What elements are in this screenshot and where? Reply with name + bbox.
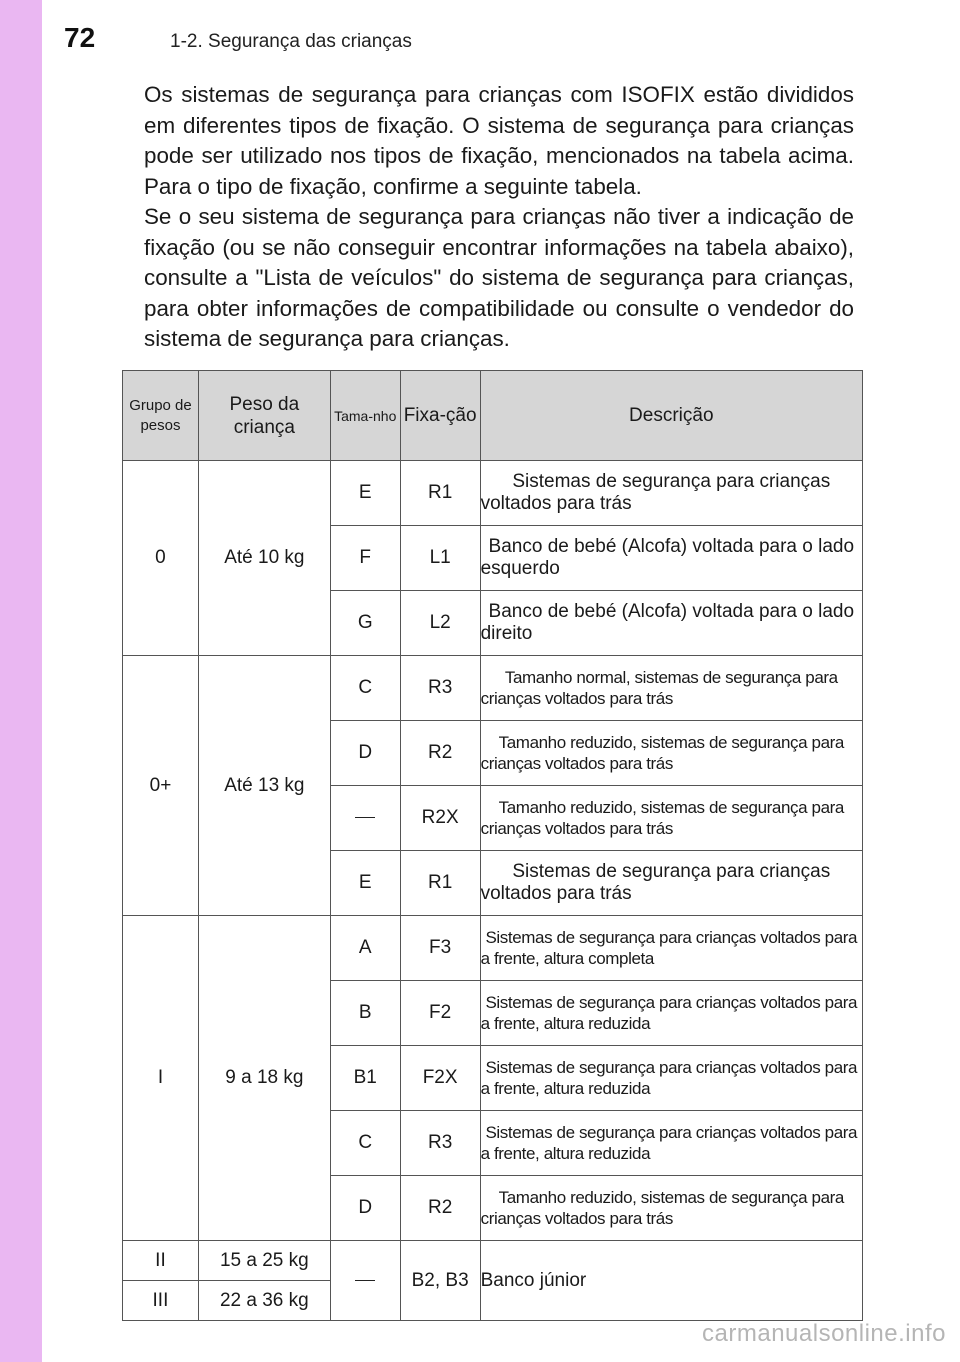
size-cell [330,786,400,851]
description-cell: Tamanho reduzido, sistemas de segurança para crianças voltados para trás [480,1176,862,1241]
weight-cell: 15 a 25 kg [198,1241,330,1281]
description-cell: Banco júnior [480,1241,862,1321]
size-cell: A [330,916,400,981]
weight-cell: 9 a 18 kg [198,916,330,1241]
header-group: Grupo de pesos [123,371,199,461]
size-cell: E [330,461,400,526]
size-cell: B1 [330,1046,400,1111]
description-cell: Sistemas de segurança para crianças voltados para trás [480,851,862,916]
fixation-cell: R2X [400,786,480,851]
fixation-cell: R3 [400,656,480,721]
fixation-cell: R2 [400,721,480,786]
size-cell [330,1241,400,1321]
fixation-cell: F3 [400,916,480,981]
size-cell: B [330,981,400,1046]
intro-paragraph-1: Os sistemas de segurança para crianças com ISOFIX estão divididos em diferentes tipos de fixação. O sistema de segurança para crianças pode ser utilizado nos tipos de fixação, mencionados na tabela acima. Para o tipo de fixação, confirme a seguinte tabela. [144,82,854,199]
header-weight: Peso da criança [198,371,330,461]
size-cell: G [330,591,400,656]
description-cell: Sistemas de segurança para crianças voltados para a frente, altura completa [480,916,862,981]
weight-cell: 22 a 36 kg [198,1281,330,1321]
fixation-cell: L2 [400,591,480,656]
description-cell: Sistemas de segurança para crianças voltados para trás [480,461,862,526]
description-cell: Banco de bebé (Alcofa) voltada para o lado esquerdo [480,526,862,591]
header-size: Tama-nho [330,371,400,461]
table-row [123,916,863,981]
fixation-cell: F2 [400,981,480,1046]
weight-cell: Até 10 kg [198,461,330,656]
fixation-cell: R1 [400,851,480,916]
size-cell: C [330,1111,400,1176]
dash-mark [355,817,375,818]
header-fixation: Fixa-ção [400,371,480,461]
group-cell: III [123,1281,199,1321]
size-cell: E [330,851,400,916]
section-title: 1-2. Segurança das crianças [170,31,412,52]
fixation-cell: R3 [400,1111,480,1176]
size-cell: C [330,656,400,721]
table-row [123,1241,863,1281]
size-cell: F [330,526,400,591]
description-cell: Banco de bebé (Alcofa) voltada para o lado direito [480,591,862,656]
description-cell: Sistemas de segurança para crianças voltados para a frente, altura reduzida [480,1111,862,1176]
header-description: Descrição [480,371,862,461]
dash-mark [355,1280,375,1281]
table-row [123,461,863,526]
isofix-fixation-table [122,370,863,1321]
size-cell: D [330,721,400,786]
group-cell: 0+ [123,656,199,916]
description-cell: Tamanho reduzido, sistemas de segurança para crianças voltados para trás [480,721,862,786]
description-cell: Sistemas de segurança para crianças voltados para a frente, altura reduzida [480,1046,862,1111]
page-number: 72 [64,22,96,53]
description-cell: Tamanho normal, sistemas de segurança para crianças voltados para trás [480,656,862,721]
group-cell: I [123,916,199,1241]
chapter-side-tab [0,0,42,1362]
intro-text [144,80,854,355]
fixation-cell: R2 [400,1176,480,1241]
fixation-cell: L1 [400,526,480,591]
fixation-cell: F2X [400,1046,480,1111]
description-cell: Tamanho reduzido, sistemas de segurança para crianças voltados para trás [480,786,862,851]
group-cell: 0 [123,461,199,656]
fixation-cell: B2, B3 [400,1241,480,1321]
fixation-cell: R1 [400,461,480,526]
table-header-row [123,371,863,461]
description-cell: Sistemas de segurança para crianças voltados para a frente, altura reduzida [480,981,862,1046]
watermark: carmanualsonline.info [702,1320,946,1347]
intro-paragraph-2: Se o seu sistema de segurança para crianças não tiver a indicação de fixação (ou se não conseguir encontrar informações na tabela abaixo), consulte a "Lista de veículos" do sistema de segurança para crianças, para obter informações de compatibilidade ou consulte o vendedor do sistema de segurança para crianças. [144,204,854,351]
size-cell: D [330,1176,400,1241]
weight-cell: Até 13 kg [198,656,330,916]
group-cell: II [123,1241,199,1281]
table-row [123,656,863,721]
